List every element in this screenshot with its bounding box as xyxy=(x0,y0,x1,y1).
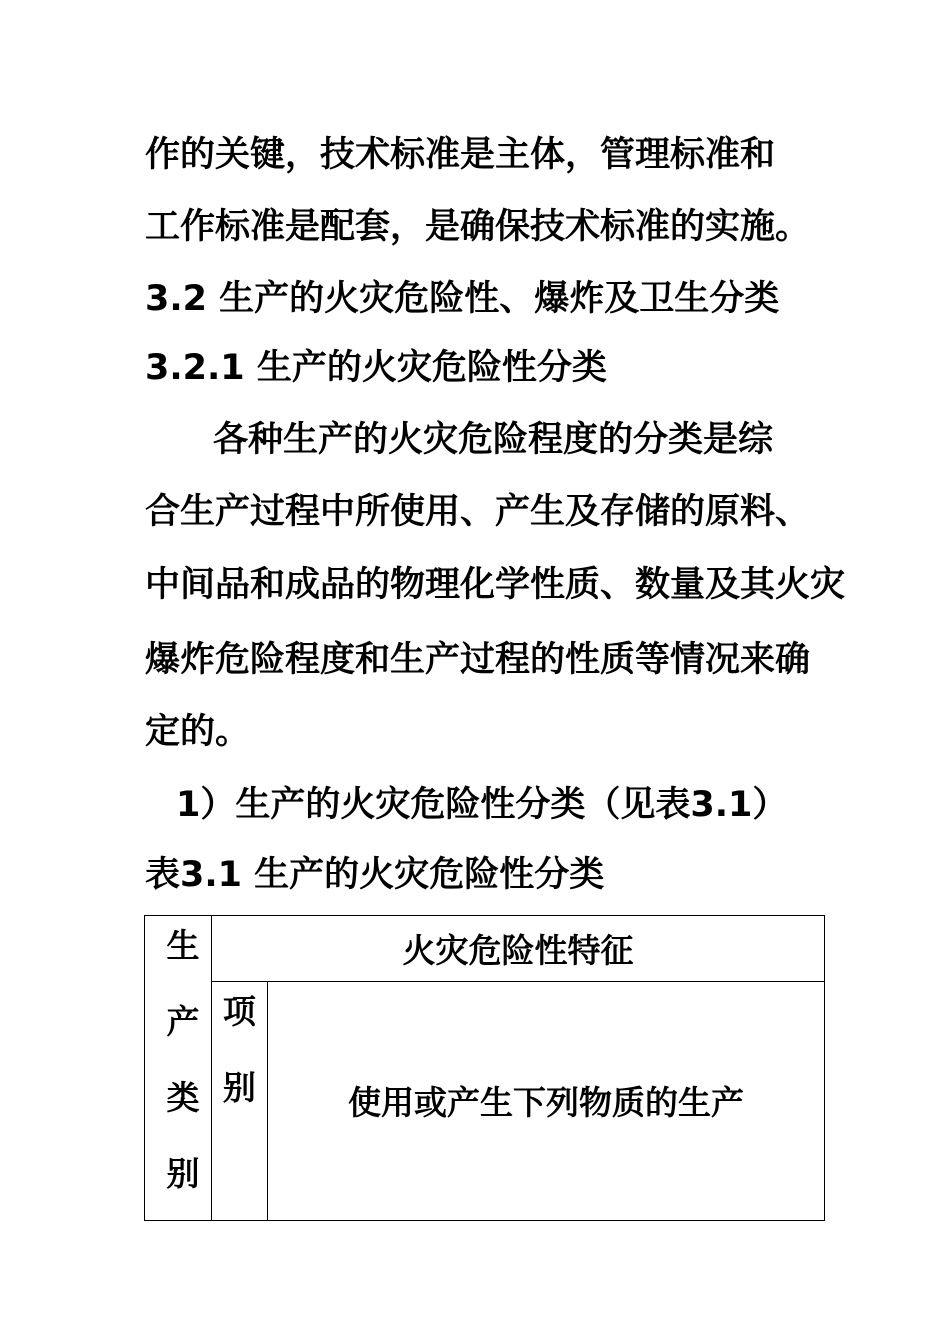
paragraph-line-8: 爆炸危险程度和生产过程的性质等情况来确 xyxy=(145,640,811,680)
paragraph-line-5: 各种生产的火灾危险程度的分类是综 xyxy=(213,420,774,460)
header-char: 别 xyxy=(222,1067,256,1107)
header-char: 类 xyxy=(166,1078,200,1117)
paragraph-line-1: 作的关键，技术标准是主体，管理标准和 xyxy=(145,135,776,175)
paragraph-line-6: 合生产过程中所使用、产生及存储的原料、 xyxy=(145,492,811,532)
table-header-production-category xyxy=(145,916,212,1221)
subsection-heading-3-2-1: 3.2.1 生产的火灾危险性分类 xyxy=(145,348,607,388)
section-heading-3-2: 3.2 生产的火灾危险性、爆炸及卫生分类 xyxy=(145,279,780,319)
table-header-item xyxy=(211,981,267,1221)
header-char: 项 xyxy=(222,991,256,1031)
list-item-1: 1）生产的火灾危险性分类（见表3.1） xyxy=(176,785,788,825)
header-char: 别 xyxy=(166,1154,200,1193)
table-header-fire-hazard-features: 火灾危险性特征 xyxy=(211,916,824,982)
header-char: 生 xyxy=(166,926,200,965)
paragraph-line-7: 中间品和成品的物理化学性质、数量及其火灾 xyxy=(145,565,846,605)
header-char: 产 xyxy=(166,1002,200,1041)
table-caption: 表3.1 生产的火灾危险性分类 xyxy=(145,855,605,895)
table-header-substances: 使用或产生下列物质的生产 xyxy=(267,981,824,1221)
fire-hazard-table xyxy=(144,915,825,1221)
paragraph-line-2: 工作标准是配套，是确保技术标准的实施。 xyxy=(145,207,811,247)
paragraph-line-9: 定的。 xyxy=(145,712,251,752)
